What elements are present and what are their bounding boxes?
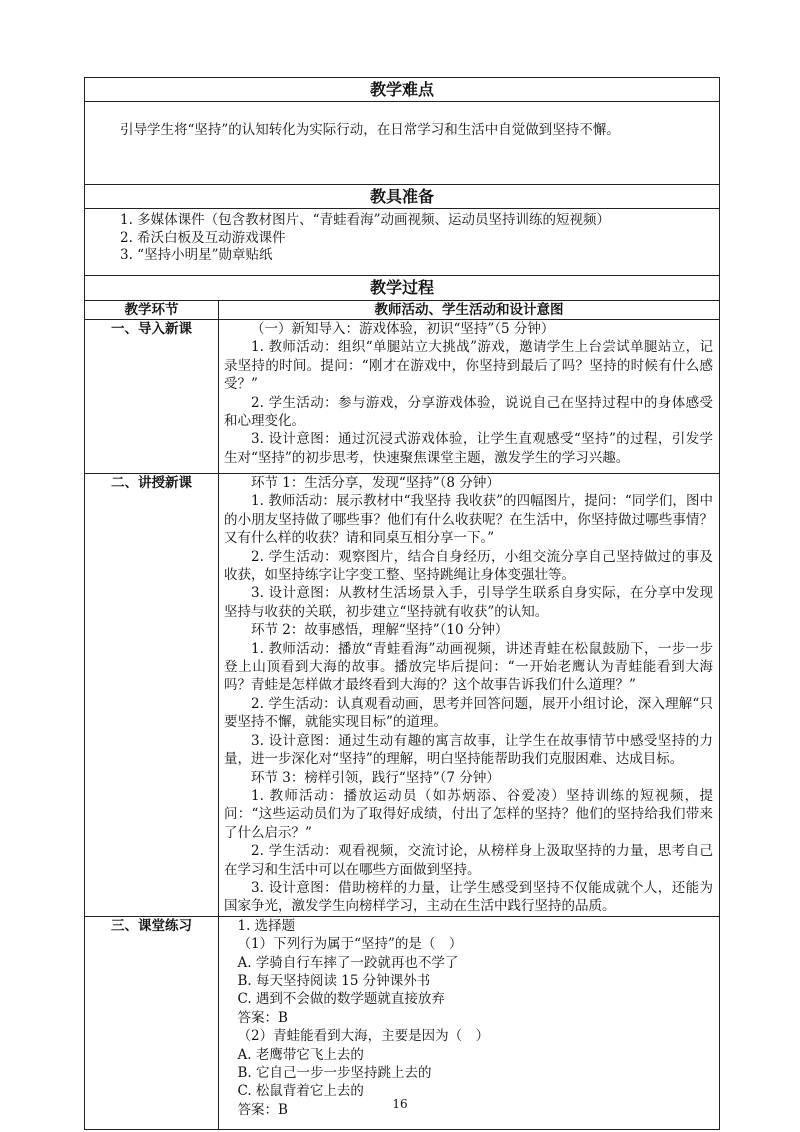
section-header-process: [85, 276, 720, 301]
stage-paragraph: 3. 设计意图：从教材生活场景入手，引导学生联系自身实际，在分享中发现坚持与收获的关联，初步建立“坚持就有收获”的认知。: [224, 585, 714, 620]
stage-paragraph: 3. 设计意图：通过沉浸式游戏体验，让学生直观感受“坚持”的过程，引发学生对“坚持”的初步思考，快速聚焦课堂主题，激发学生的学习兴趣。: [224, 431, 714, 466]
stage-paragraph: 1. 教师活动：播放运动员（如苏炳添、谷爱凌）坚持训练的短视频，提问：“这些运动员们为了取得好成绩，付出了怎样的坚持？他们的坚持给我们带来了什么启示？”: [224, 787, 714, 841]
stage-paragraph: C. 松鼠背着它上去的: [237, 1083, 364, 1100]
stage-paragraph: A. 老鹰带它飞上去的: [237, 1046, 364, 1063]
materials-item: 2. 希沃白板及互动游戏课件: [120, 229, 286, 246]
stage-paragraph: C. 遇到不会做的数学题就直接放弃: [237, 991, 445, 1008]
stage-content: [219, 474, 720, 917]
stage-paragraph: B. 每天坚持阅读 15 分钟课外书: [237, 972, 431, 989]
stage-name: 一、导入新课: [85, 320, 219, 474]
column-header-stage: 教学环节: [85, 301, 219, 320]
materials-item: 3. “坚持小明星”勋章贴纸: [120, 247, 273, 263]
stage-paragraph: 2. 学生活动：参与游戏，分享游戏体验，说说自己在坚持过程中的身体感受和心理变化。: [224, 394, 714, 430]
materials-item: 1. 多媒体课件（包含教材图片、“青蛙看海”动画视频、运动员坚持训练的短视频）: [120, 212, 610, 228]
materials-title: 教具准备: [370, 187, 435, 206]
materials-list: [85, 209, 720, 276]
process-title: 教学过程: [370, 278, 435, 297]
difficulty-text: 引导学生将“坚持”的认知转化为实际行动，在日常学习和生活中自觉做到坚持不懈。: [120, 122, 620, 138]
stage-paragraph: 2. 学生活动：认真观看动画，思考并回答问题，展开小组讨论，深入理解“只要坚持不懈，就能实现目标”的道理。: [224, 695, 714, 731]
stage-paragraph: 答案：B: [237, 1009, 288, 1026]
stage-paragraph: 环节 2：故事感悟，理解“坚持”（10 分钟）: [251, 622, 509, 639]
stage-paragraph: 1. 教师活动：组织“单腿站立大挑战”游戏，邀请学生上台尝试单腿站立，记录坚持的时间。提问：“刚才在游戏中，你坚持到最后了吗？坚持的时候有什么感受？”: [224, 339, 714, 393]
stage-paragraph: （2）青蛙能看到大海，主要是因为（ ）: [237, 1028, 490, 1045]
stage-content: [219, 320, 720, 474]
stage-name: 二、讲授新课: [85, 474, 219, 917]
lesson-plan-page: [84, 77, 719, 1130]
stage-paragraph: 答案：B: [237, 1101, 288, 1118]
difficulty-body: [85, 102, 720, 185]
stage-paragraph: B. 它自己一步一步坚持跳上去的: [237, 1065, 432, 1081]
stage-paragraph: 1. 选择题: [237, 917, 296, 934]
page-number: 16: [392, 1097, 408, 1111]
stage-paragraph: 3. 设计意图：借助榜样的力量，让学生感受到坚持不仅能成就个人，还能为国家争光，激发学生向榜样学习，主动在生活中践行坚持的品质。: [224, 879, 714, 915]
difficulty-title: 教学难点: [370, 80, 435, 99]
section-header-difficulty: [85, 78, 720, 102]
stage-paragraph: 环节 3：榜样引领，践行“坚持”（7 分钟）: [251, 769, 500, 786]
stage-paragraph: 环节 1：生活分享，发现“坚持”（8 分钟）: [251, 475, 500, 491]
stage-name: 三、课堂练习: [85, 916, 219, 1129]
stage-paragraph: 1. 教师活动：展示教材中“我坚持 我收获”的四幅图片，提问：“同学们，图中的小朋友坚持做了哪些事？他们有什么收获呢？在生活中，你坚持做过哪些事情？又有什么样的收获？请和同桌互相分享一下。”: [224, 493, 714, 547]
stage-paragraph: 3. 设计意图：通过生动有趣的寓言故事，让学生在故事情节中感受坚持的力量，进一步深化对“坚持”的理解，明白坚持能帮助我们克服困难、达成目标。: [224, 732, 714, 768]
stage-paragraph: 2. 学生活动：观看视频，交流讨论，从榜样身上汲取坚持的力量，思考自己在学习和生活中可以在哪些方面做到坚持。: [224, 843, 714, 878]
stage-paragraph: （一）新知导入：游戏体验，初识“坚持”（5 分钟）: [251, 321, 555, 337]
stage-paragraph: 2. 学生活动：观察图片，结合自身经历，小组交流分享自己坚持做过的事及收获，如坚持练字让字变工整、坚持跳绳让身体变强壮等。: [224, 548, 714, 584]
column-header-activities: 教师活动、学生活动和设计意图: [219, 301, 720, 320]
lesson-plan-table: [84, 77, 720, 1130]
stage-paragraph: A. 学骑自行车摔了一跤就再也不学了: [237, 954, 459, 971]
stage-paragraph: （1）下列行为属于“坚持”的是（ ）: [237, 936, 463, 953]
section-header-materials: [85, 185, 720, 209]
stage-paragraph: 1. 教师活动：播放“青蛙看海”动画视频，讲述青蛙在松鼠鼓励下，一步一步登上山顶看到大海的故事。播放完毕后提问：“一开始老鹰认为青蛙能看到大海吗？青蛙是怎样做才最终看到大海的？这个故事告诉我们什么道理？”: [224, 640, 714, 694]
